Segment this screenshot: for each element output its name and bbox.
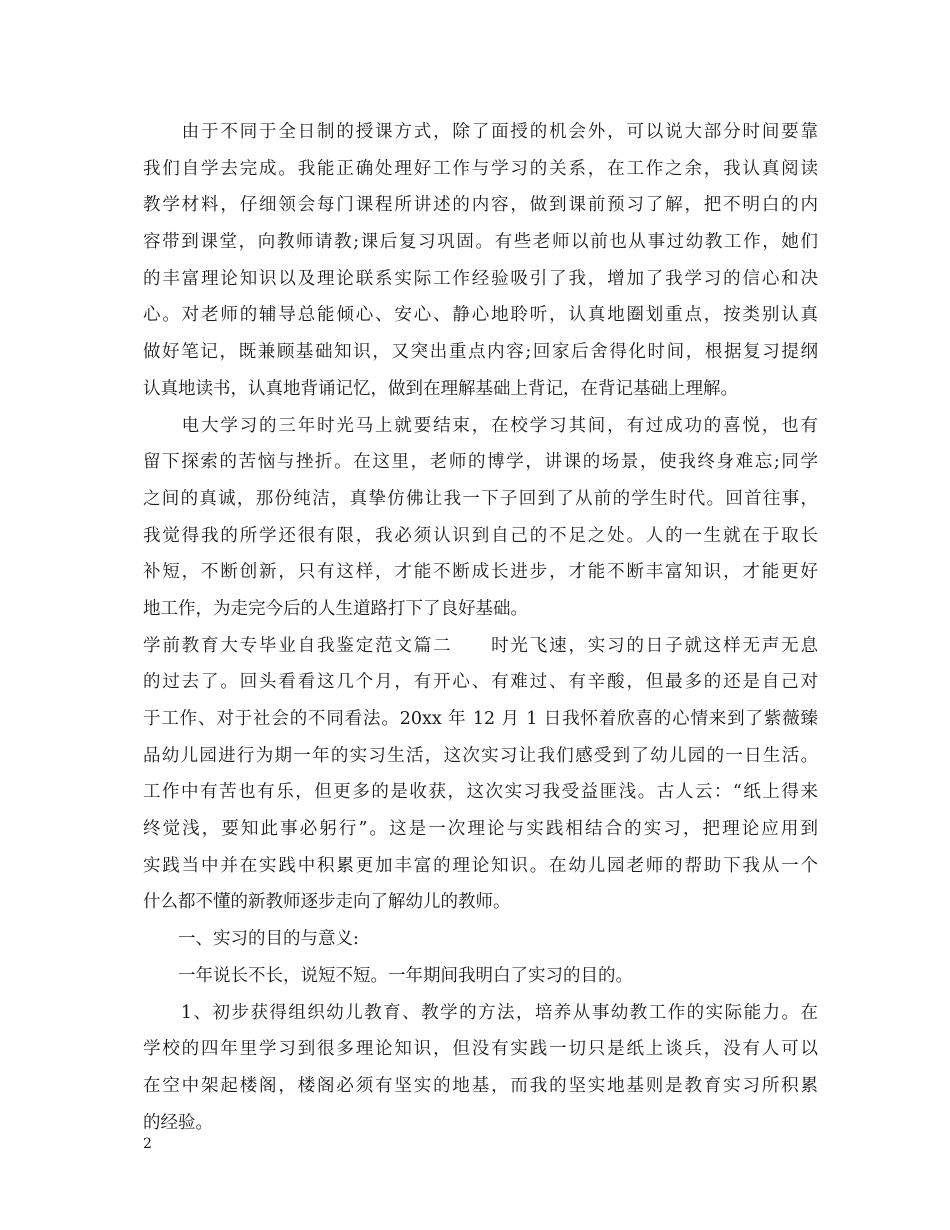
text-line: 于工作、对于社会的不同看法。20xx 年 12 月 1 日我怀着欣喜的心情来到了紫薇臻 (143, 709, 818, 729)
text-line: 心。对老师的辅导总能倾心、安心、静心地聆听，认真地圈划重点，按类别认真 (143, 305, 818, 326)
text-line: 实践当中并在实践中积累更加丰富的理论知识。在幼儿园老师的帮助下我从一个 (143, 855, 818, 876)
text-line: 品幼儿园进行为期一年的实习生活，这次实习让我们感受到了幼儿园的一日生活。 (143, 745, 818, 766)
section-heading-line: 学前教育大专毕业自我鉴定范文篇二 时光飞速，实习的日子就这样无声无息 (143, 635, 818, 656)
text-line: 学校的四年里学习到很多理论知识，但没有实践一切只是纸上谈兵，没有人可以 (143, 1039, 818, 1060)
text-line: 一年说长不长，说短不短。一年期间我明白了实习的目的。 (143, 965, 633, 986)
text-line: 的经验。 (143, 1112, 213, 1133)
text-line: 地工作，为走完今后的人生道路打下了良好基础。 (143, 598, 528, 619)
text-line: 终觉浅，要知此事必躬行”。这是一次理论与实践相结合的实习，把理论应用到 (143, 819, 818, 840)
subheading-line: 一、实习的目的与意义: (143, 929, 359, 950)
text-line: 认真地读书，认真地背诵记忆，做到在理解基础上背记，在背记基础上理解。 (143, 378, 738, 399)
text-line: 的过去了。回头看看这几个月，有开心、有难过、有辛酸，但最多的还是自己对 (143, 672, 818, 693)
text-line: 容带到课堂，向教师请教;课后复习巩固。有些老师以前也从事过幼教工作，她们 (143, 232, 818, 253)
text-line: 教学材料，仔细领会每门课程所讲述的内容，做到课前预习了解，把不明白的内 (143, 195, 818, 216)
text-line: 的丰富理论知识以及理论联系实际工作经验吸引了我，增加了我学习的信心和决 (143, 268, 818, 289)
text-line: 由于不同于全日制的授课方式，除了面授的机会外，可以说大部分时间要靠 (143, 122, 818, 142)
text-line: 1、初步获得组织幼儿教育、教学的方法，培养从事幼教工作的实际能力。在 (143, 1002, 818, 1023)
text-line: 之间的真诚，那份纯洁，真挚仿佛让我一下子回到了从前的学生时代。回首往事， (143, 488, 818, 509)
text-line: 电大学习的三年时光马上就要结束，在校学习其间，有过成功的喜悦，也有 (143, 415, 818, 436)
text-line: 我们自学去完成。我能正确处理好工作与学习的关系，在工作之余，我认真阅读 (143, 158, 818, 179)
document-body (143, 114, 818, 1141)
text-line: 在空中架起楼阁，楼阁必须有坚实的地基，而我的坚实地基则是教育实习所积累 (143, 1075, 818, 1096)
text-line: 补短，不断创新，只有这样，才能不断成长进步，才能不断丰富知识，才能更好 (143, 562, 818, 583)
text-line: 什么都不懂的新教师逐步走向了解幼儿的教师。 (143, 892, 511, 913)
page-number: 2 (143, 1136, 152, 1152)
text-line: 工作中有苦也有乐，但更多的是收获，这次实习我受益匪浅。古人云：“纸上得来 (143, 782, 818, 803)
text-line: 留下探索的苦恼与挫折。在这里，老师的博学，讲课的场景，使我终身难忘;同学 (143, 452, 818, 473)
text-line: 做好笔记，既兼顾基础知识，又突出重点内容;回家后舍得化时间，根据复习提纲 (143, 342, 818, 363)
text-line: 我觉得我的所学还很有限，我必须认识到自己的不足之处。人的一生就在于取长 (143, 525, 818, 546)
